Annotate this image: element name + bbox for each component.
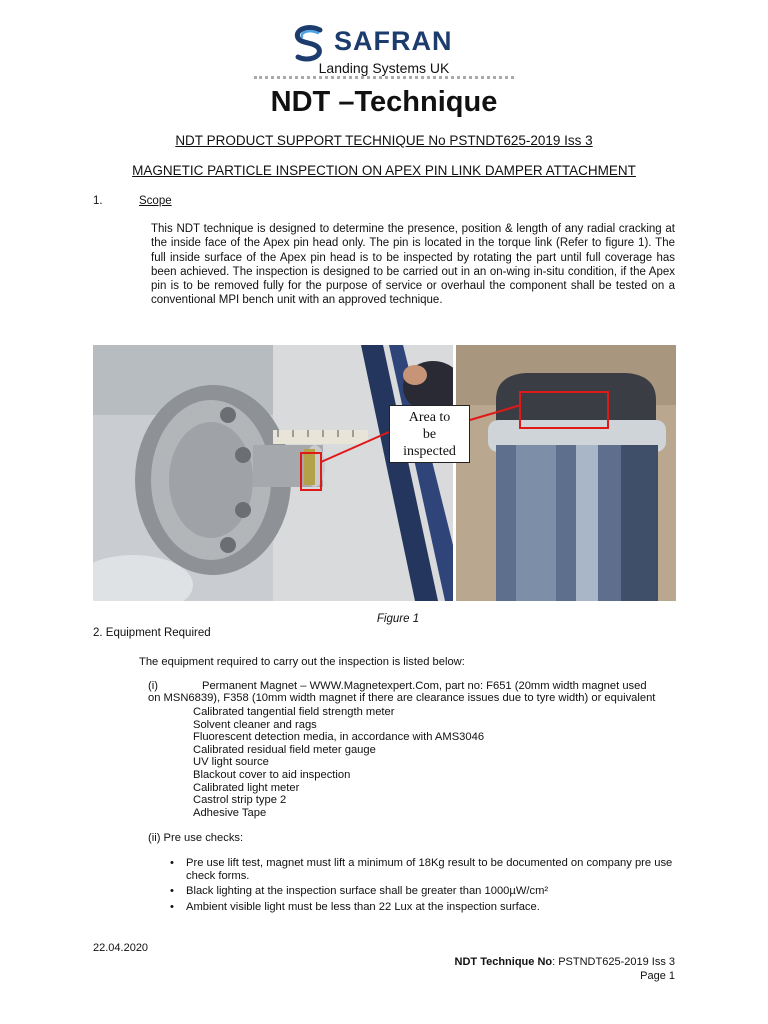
pre-use-heading: (ii) Pre use checks: [148,832,244,844]
item-i-marker: (i) [148,680,158,692]
callout-arrow-right [470,405,521,420]
brand-name: SAFRAN [334,26,453,56]
equipment-intro: The equipment required to carry out the inspection is listed below: [139,656,465,668]
equipment-item: Calibrated tangential field strength meter [193,706,395,718]
check-text: Ambient visible light must be less than 22 Lux at the inspection surface. [186,900,540,913]
equipment-item: Castrol strip type 2 [193,794,287,807]
equipment-item: Calibrated residual field meter gauge [193,743,376,756]
figure-caption: Figure 1 [376,613,420,625]
highlight-box-right [520,392,608,428]
bullet-icon: • [170,857,174,869]
equipment-list [193,706,484,819]
callout-line-2: be [422,427,437,442]
footer-date: 22.04.2020 [93,942,149,954]
bullet-icon: • [170,900,174,913]
footer-ndt-value: : PSTNDT625-2019 Iss 3 [552,956,675,968]
pre-use-checks [170,857,675,913]
division-name: Landing Systems UK [318,60,450,76]
callout-box [389,405,470,463]
check-text: Black lighting at the inspection surface shall be greater than 1000µW/cm² [186,885,549,898]
scope-heading: Scope [139,195,172,207]
check-item [170,901,675,914]
check-text: Pre use lift test, magnet must lift a minimum of 18Kg result to be documented on company pre use check forms. [186,857,673,882]
equipment-item: Solvent cleaner and rags [193,718,317,731]
equipment-item: Adhesive Tape [193,806,267,819]
check-item [170,885,675,898]
equipment-item: Fluorescent detection media, in accordance with AMS3046 [193,731,485,744]
footer-page: Page 1 [640,970,675,982]
equipment-heading-wrap [93,627,211,639]
footer-doc-info [455,955,675,983]
equipment-item: Blackout cover to aid inspection [193,768,351,781]
scope-paragraph: This NDT technique is designed to determine the presence, position & length of any radial cracking at the inside face of the Apex pin head only. The pin is located in the torque link (Refer to figure 1). The full inside surface of the Apex pin head is to be inspected by rotating the part until full coverage has been achieved. The inspection is designed to be carried out in an on-wing in-situ condition, if the Apex pin is to be removed fully for the purpose of service or overhaul the component shall be tested on a conventional MPI bench unit with an approved technique. [151,223,675,307]
callout-line-1: Area to [408,410,451,425]
technique-subject: MAGNETIC PARTICLE INSPECTION ON APEX PIN LINK DAMPER ATTACHMENT [132,163,636,178]
item-i-line-1: Permanent Magnet – WWW.Magnetexpert.Com, part no: F651 (20mm width magnet used [202,680,647,692]
callout-arrow-left [321,432,389,462]
equipment-heading: 2. Equipment Required [93,627,211,639]
footer-ndt-label: NDT Technique No [454,956,553,968]
page-title: NDT –Technique [270,86,498,118]
technique-number: NDT PRODUCT SUPPORT TECHNIQUE No PSTNDT625-2019 Iss 3 [175,133,593,148]
scope-number: 1. [93,195,103,207]
item-i-line-2: on MSN6839), F358 (10mm width magnet if there are clearance issues due to tyre width) or equivalent [148,692,656,704]
callout-line-3: inspected [403,444,456,459]
highlight-box-left [301,453,321,490]
equipment-item: UV light source [193,756,269,769]
equipment-item: Calibrated light meter [193,781,300,794]
check-item [170,857,675,882]
bullet-icon: • [170,885,174,898]
